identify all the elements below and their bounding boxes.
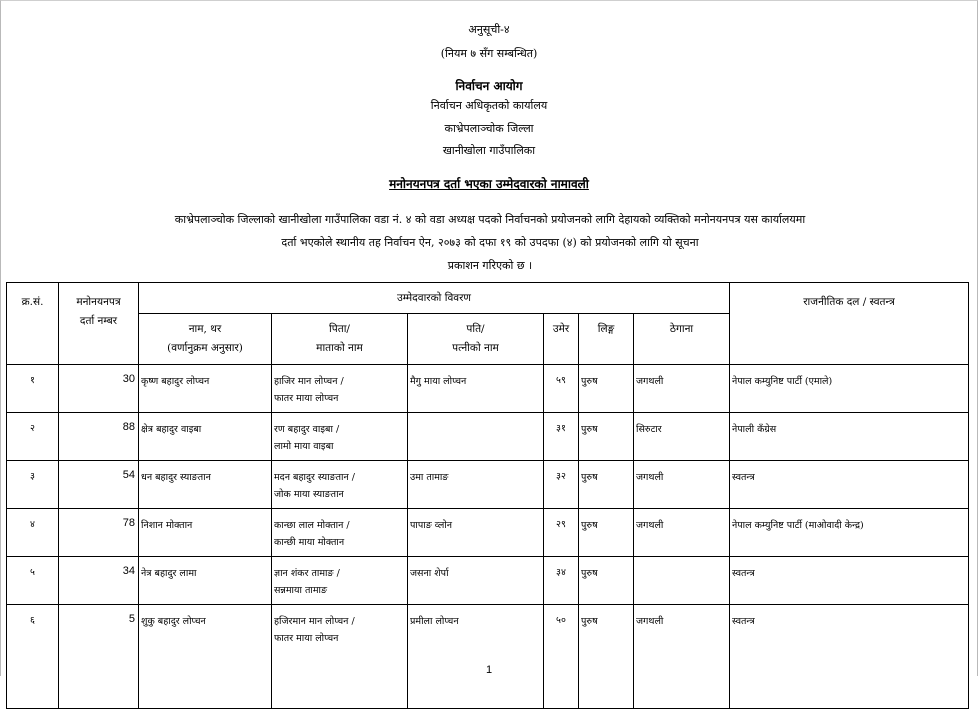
- cell-mother: फातर माया लोप्चन: [274, 393, 339, 404]
- municipality-name: खानीखोला गाउँपालिका: [442, 144, 536, 157]
- cell-parents: [272, 365, 408, 413]
- cell-parents: [272, 605, 408, 709]
- cell-reg-no: 30: [59, 365, 139, 413]
- cell-gender: पुरुष: [579, 557, 634, 605]
- intro-line-3: प्रकाशन गरिएको छ ।: [447, 259, 533, 272]
- header-reg-line-1: मनोनयनपत्र: [76, 296, 121, 308]
- cell-age: २९: [544, 509, 579, 557]
- cell-name: क्षेत्र बहादुर वाइबा: [139, 413, 272, 461]
- header-spouse: [408, 314, 544, 365]
- cell-sn: ४: [7, 509, 59, 557]
- header-spouse-line-2: पत्नीको नाम: [452, 342, 499, 354]
- header-parents-line-1: पिता/: [329, 323, 350, 335]
- cell-sn: १: [7, 365, 59, 413]
- cell-address: सिरुटार: [634, 413, 730, 461]
- cell-party: स्वतन्त्र: [730, 557, 969, 605]
- cell-spouse: प्रमीला लोप्चन: [408, 605, 544, 709]
- cell-reg-no: 54: [59, 461, 139, 509]
- table-row: [7, 413, 969, 461]
- list-title: मनोनयनपत्र दर्ता भएका उम्मेदवारको नामावली: [389, 177, 589, 191]
- cell-age: ३४: [544, 557, 579, 605]
- header-name-line-2: (वर्णानुक्रम अनुसार): [167, 342, 243, 354]
- cell-spouse: पापाङ व्लोन: [408, 509, 544, 557]
- table-row: [7, 509, 969, 557]
- cell-reg-no: 78: [59, 509, 139, 557]
- cell-reg-no: 88: [59, 413, 139, 461]
- cell-gender: पुरुष: [579, 413, 634, 461]
- candidate-table: [6, 282, 969, 709]
- cell-reg-no: 34: [59, 557, 139, 605]
- header-parents: [272, 314, 408, 365]
- schedule-label: अनुसूची-४: [468, 23, 510, 36]
- header-gender: लिङ्ग: [579, 314, 634, 365]
- cell-age: ३१: [544, 413, 579, 461]
- cell-address: जगथली: [634, 365, 730, 413]
- office-name: निर्वाचन अधिकृतको कार्यालय: [430, 99, 548, 112]
- cell-name: धन बहादुर स्याङतान: [139, 461, 272, 509]
- cell-spouse: उमा तामाङ: [408, 461, 544, 509]
- header-sn: क्र.सं.: [7, 283, 59, 365]
- cell-sn: ५: [7, 557, 59, 605]
- cell-gender: पुरुष: [579, 509, 634, 557]
- header-parents-line-2: माताको नाम: [316, 342, 363, 354]
- cell-parents: [272, 509, 408, 557]
- cell-father: मदन बहादुर स्याङतान /: [274, 472, 355, 483]
- cell-mother: लामो माया वाइबा: [274, 441, 334, 452]
- page-number: 1: [485, 664, 493, 676]
- cell-party: स्वतन्त्र: [730, 461, 969, 509]
- header-age: उमेर: [544, 314, 579, 365]
- cell-address: [634, 557, 730, 605]
- rule-reference: (नियम ७ सँग सम्बन्धित): [440, 47, 538, 60]
- cell-gender: पुरुष: [579, 365, 634, 413]
- header-reg-line-2: दर्ता नम्बर: [79, 315, 118, 327]
- cell-father: रण बहादुर वाइबा /: [274, 424, 340, 435]
- cell-party: स्वतन्त्र: [730, 605, 969, 709]
- cell-sn: २: [7, 413, 59, 461]
- cell-parents: [272, 557, 408, 605]
- cell-age: ३२: [544, 461, 579, 509]
- header-candidate-details: उम्मेदवारको विवरण: [139, 283, 730, 314]
- commission-title: निर्वाचन आयोग: [455, 79, 523, 93]
- header-reg-no: [59, 283, 139, 365]
- cell-sn: ३: [7, 461, 59, 509]
- cell-address: जगथली: [634, 605, 730, 709]
- cell-age: ५९: [544, 365, 579, 413]
- cell-name: शुकु बहादुर लोप्चन: [139, 605, 272, 709]
- cell-address: जगथली: [634, 461, 730, 509]
- table-row: [7, 365, 969, 413]
- table-row: [7, 461, 969, 509]
- cell-name: कृष्ण बहादुर लोप्चन: [139, 365, 272, 413]
- cell-age: ५०: [544, 605, 579, 709]
- cell-name: नेत्र बहादुर लामा: [139, 557, 272, 605]
- cell-spouse: मैगु माया लोप्चन: [408, 365, 544, 413]
- header-name: [139, 314, 272, 365]
- intro-line-1: काभ्रेपलाञ्चोक जिल्लाको खानीखोला गाउँपालिका वडा नं. ४ को वडा अध्यक्ष पदको निर्वाचनको प्रयोजनको लागि देहायको व्यक्तिको मनोनयनपत्र यस कार्यालयमा: [174, 213, 806, 226]
- intro-line-2: दर्ता भएकोले स्थानीय तह निर्वाचन ऐन, २०७३ को दफा १९ को उपदफा (४) को प्रयोजनको लागि यो सूचना: [281, 236, 699, 249]
- cell-sn: ६: [7, 605, 59, 709]
- cell-reg-no: 5: [59, 605, 139, 709]
- table-row: [7, 605, 969, 709]
- header-name-line-1: नाम, थर: [188, 323, 222, 335]
- cell-parents: [272, 413, 408, 461]
- cell-mother: सन्नमाया तामाङ: [274, 585, 328, 596]
- cell-spouse: [408, 413, 544, 461]
- header-address: ठेगाना: [634, 314, 730, 365]
- table-row: [7, 557, 969, 605]
- cell-name: निशान मोक्तान: [139, 509, 272, 557]
- cell-gender: पुरुष: [579, 461, 634, 509]
- cell-father: कान्छा लाल मोक्तान /: [274, 520, 350, 531]
- cell-mother: कान्छी माया मोक्तान: [274, 537, 345, 548]
- header-party: राजनीतिक दल / स्वतन्त्र: [730, 283, 969, 365]
- cell-party: नेपाल कम्युनिष्ट पार्टी (एमाले): [730, 365, 969, 413]
- cell-parents: [272, 461, 408, 509]
- cell-gender: पुरुष: [579, 605, 634, 709]
- cell-party: नेपाली कँग्रेस: [730, 413, 969, 461]
- district-name: काभ्रेपलाञ्चोक जिल्ला: [444, 122, 534, 135]
- cell-father: ज्ञान शंकर तामाङ /: [274, 568, 340, 579]
- cell-spouse: जसना शेर्पा: [408, 557, 544, 605]
- cell-address: जगथली: [634, 509, 730, 557]
- cell-father: हाजिर मान लोप्चन /: [274, 376, 344, 387]
- intro-paragraph: [110, 208, 870, 277]
- cell-mother: फातर माया लोप्चन: [274, 633, 339, 644]
- cell-father: हजिरमान मान लोप्चन /: [274, 616, 355, 627]
- header-spouse-line-1: पति/: [466, 323, 485, 335]
- cell-party: नेपाल कम्युनिष्ट पार्टी (माओवादी केन्द्र): [730, 509, 969, 557]
- cell-mother: जोक माया स्याङतान: [274, 489, 344, 500]
